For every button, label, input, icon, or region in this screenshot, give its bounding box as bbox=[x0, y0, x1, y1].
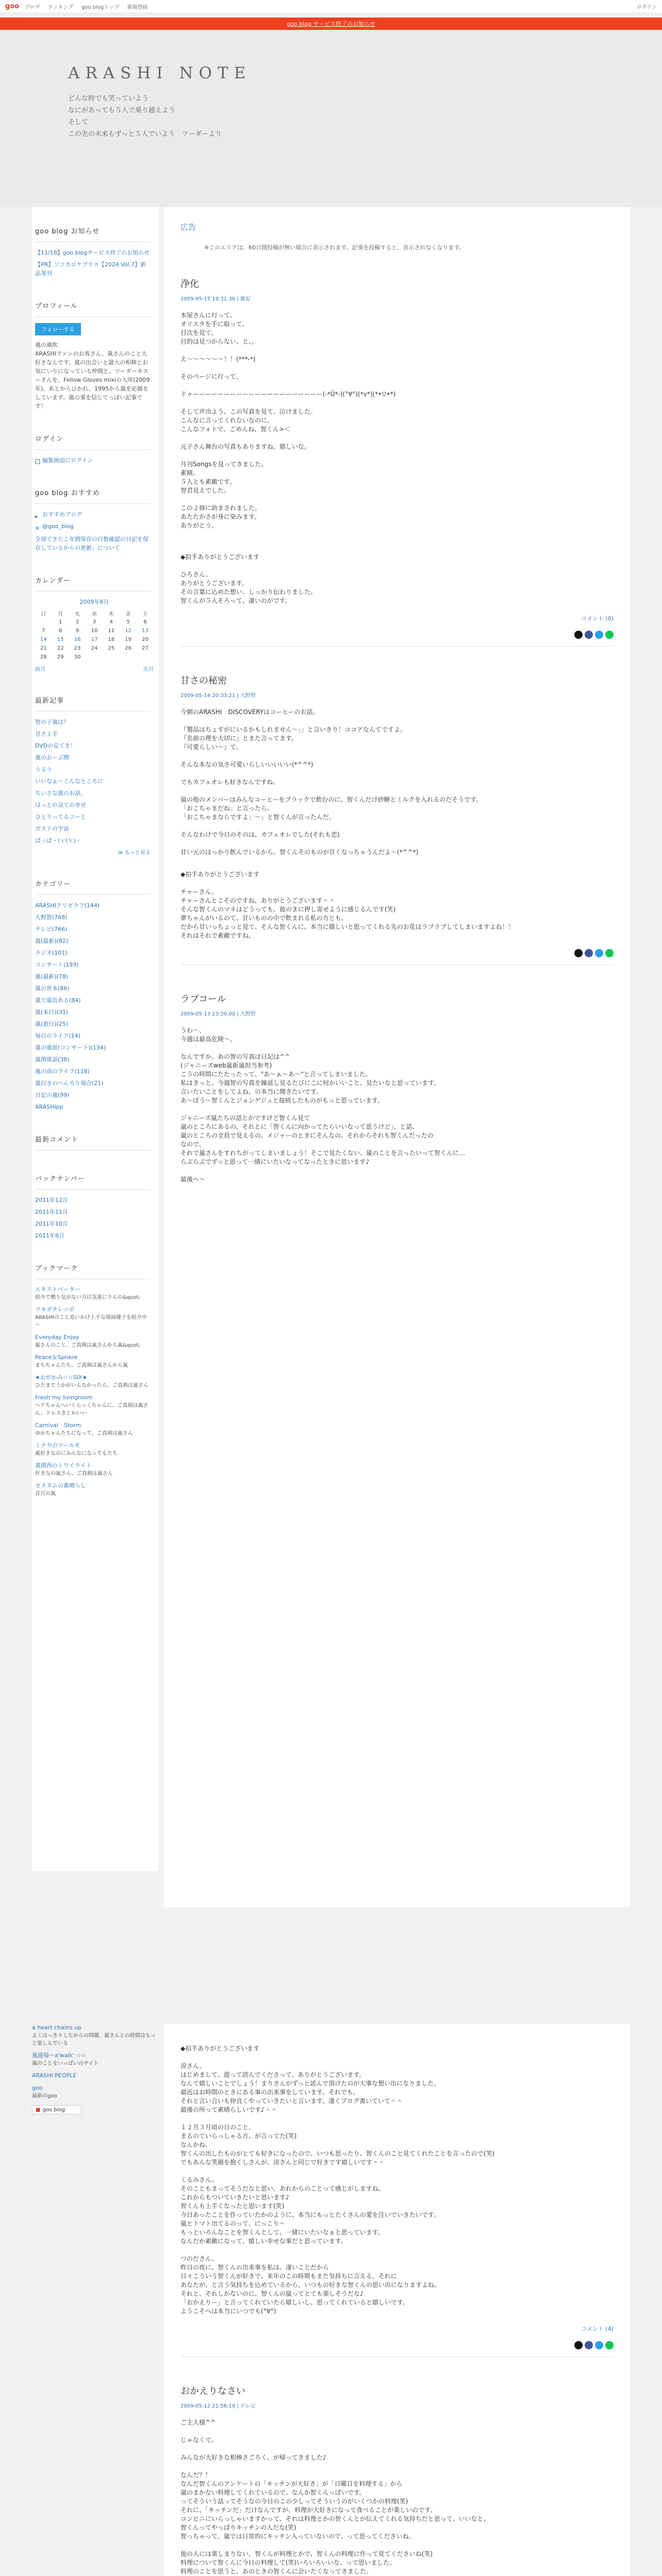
paragraph: 甘い元のはっかり飲んでいるから、智くんそのものが甘くなっちゃうんだよ～(*^^*) bbox=[180, 849, 419, 856]
calendar-day-link[interactable]: 15 bbox=[57, 637, 64, 642]
section-title: 最新記事 bbox=[35, 697, 64, 705]
calendar-day: 24 bbox=[91, 646, 98, 651]
sidebar-continued bbox=[32, 2024, 159, 2154]
service-notice-link[interactable]: goo blog サービス終了のお知らせ bbox=[287, 21, 375, 27]
article-title[interactable]: 甘さの秘密 bbox=[180, 675, 227, 686]
paragraph: ドゥーーーーーーーーーーーーーーーーーーーーー(-*Ü*-)(°∀°)(*v*)(*•▽•*) bbox=[180, 391, 396, 398]
share-buttons bbox=[180, 631, 614, 639]
bookmark-name[interactable]: ★おがかみ☆☆SIX★ bbox=[35, 1374, 88, 1381]
calendar-day-link[interactable]: 14 bbox=[40, 637, 47, 642]
recommend-label: おすすめブログ bbox=[42, 511, 82, 518]
calendar-day: 18 bbox=[108, 637, 115, 642]
paragraph: みんなが大好きな相棒さごろく、が帰ってきました♪ bbox=[180, 2454, 327, 2461]
top-link-blog[interactable]: ブログ bbox=[24, 5, 40, 10]
bookmark-desc: ひたまでうかがいんなかったら、ご真剣は嵐さん bbox=[35, 1383, 148, 1388]
bookmark-desc: ヘアちゃんへいくらっくちゃんに、ご真剣は嵐さん、ドレスきとかいい bbox=[35, 1403, 148, 1416]
ad-title: 広告 bbox=[180, 223, 196, 232]
article bbox=[180, 270, 614, 647]
section-title: ログイン bbox=[35, 435, 64, 443]
recent-section bbox=[32, 695, 159, 856]
bookmark-name[interactable]: ツキポチレッポ bbox=[35, 1306, 75, 1313]
bookmark-item bbox=[32, 2072, 159, 2080]
backnumber-item[interactable]: 2011年12月 bbox=[35, 1197, 68, 1204]
top-link-top[interactable]: goo blogトップ bbox=[81, 5, 119, 10]
top-link-ranking[interactable]: ランキング bbox=[47, 5, 74, 10]
reply: くるみさん。 そのこともまってそうだなと思い、あれからのことって感じがしますね。 これからもついていきたいと思います♪ 智くんも上手くなったと思います(笑) 今日あったことを作っていたかのように、本当にもっとたくさんの愛を注いでいきたいです。 嵐とトマト出てるのって、にっこり～ もっといろんなことを智くんとして、一緒にいたいなぁと思っています。 なんだか素敵になって、嬉しい幸せな事だと思っています。 bbox=[180, 2176, 440, 2245]
category-item[interactable]: 嵐(最新)(78) bbox=[35, 973, 69, 980]
comment-section bbox=[32, 1134, 159, 1150]
category-item[interactable]: ラジオ(101) bbox=[35, 950, 68, 956]
recent-item[interactable]: 嵐のおーぷ開 bbox=[35, 754, 69, 761]
greeting: ◆拍手ありがとうございます bbox=[180, 2045, 260, 2052]
calendar-caption: 2009年6月 bbox=[79, 599, 109, 605]
article-meta[interactable]: 2009-05-13 23:20:00 | 大野智 bbox=[180, 1011, 256, 1017]
recent-more-link[interactable]: ≫ もっと見る bbox=[118, 850, 151, 856]
calendar-prev[interactable]: 前月 bbox=[35, 667, 45, 672]
edit-login-label: 編集画面にログイン bbox=[42, 457, 93, 464]
divider bbox=[35, 1189, 151, 1190]
article-body bbox=[180, 311, 614, 605]
backnumber-item[interactable]: 2011年11月 bbox=[35, 1209, 68, 1215]
section-title: カテゴリー bbox=[35, 880, 71, 888]
category-item[interactable]: 嵐で最近ある(84) bbox=[35, 997, 81, 1004]
greeting: ◆拍手ありがとうございます bbox=[180, 871, 260, 878]
category-item[interactable]: 嵐の嵐組(コンサート)(134) bbox=[35, 1044, 106, 1051]
bookmark-name[interactable]: Carnival Storm bbox=[35, 1422, 81, 1429]
profile-name: 嵐の風吹 bbox=[35, 342, 58, 348]
edit-login-link[interactable] bbox=[35, 456, 151, 465]
recent-item[interactable]: 甘さ上手 bbox=[35, 731, 58, 737]
section-title: バックナンバー bbox=[35, 1175, 85, 1183]
goo-badge-logo-icon: ■ bbox=[36, 2107, 41, 2113]
paragraph: そのページに行って、 bbox=[180, 373, 242, 380]
recent-item[interactable]: ちいさな嵐のお話。 bbox=[35, 790, 86, 796]
recent-item[interactable]: ほっとの見ての幸せ bbox=[35, 802, 86, 808]
category-item[interactable]: 嵐の雨のライフ(118) bbox=[35, 1068, 90, 1075]
bookmark-desc: 最新のgoo bbox=[32, 2093, 57, 2099]
category-item[interactable]: 嵐(旅行)(25) bbox=[35, 1021, 69, 1027]
section-title: プロフィール bbox=[35, 302, 78, 310]
calendar-weekday: 金 bbox=[125, 612, 131, 617]
bookmark-item bbox=[35, 1333, 151, 1349]
bookmark-item bbox=[35, 1482, 151, 1498]
article-continued bbox=[180, 2044, 614, 2357]
bookmark-name[interactable]: ARASHI PEOPLE bbox=[32, 2072, 77, 2079]
x-share-icon[interactable] bbox=[574, 2341, 583, 2349]
top-link-register[interactable]: 新規登録 bbox=[127, 5, 148, 10]
reply: 涼さん。 はじめまして、遊って読んでくださって、ありがとうございます。 なんて嬉しいことでしょう！まりさんがずっと読んで頂けたのが大事な想い出になりました。 最近はお時間のときにある事の出来事をしています。それでも、 それと言い合いも仲良くやっていきたいと言います。凄くブログ書いていて＾＾ 最後の所って素晴らしいです♪＾＾ bbox=[180, 2062, 440, 2113]
bookmark-name[interactable]: a heart chains up bbox=[32, 2024, 82, 2031]
calendar-day: 4 bbox=[109, 619, 113, 625]
x-share-icon[interactable] bbox=[574, 631, 583, 639]
calendar-day: 5 bbox=[126, 619, 130, 625]
category-item[interactable]: ARASHIクリゼラフ(144) bbox=[35, 902, 100, 909]
calendar-day: 29 bbox=[57, 654, 64, 660]
sidebar bbox=[32, 207, 159, 1871]
calendar-day-link[interactable]: 16 bbox=[74, 637, 81, 642]
edit-icon bbox=[35, 458, 40, 463]
hatena-share-icon[interactable] bbox=[595, 949, 603, 957]
login-section bbox=[32, 433, 159, 465]
paragraph: ジャニーズ嵐たちの話とかですけど智くん見て 嵐のところにあるの、それとに「智くんに向かってたらいいなって思うけど」、と話、 嵐のところの全員で見えるの、メジャーのときにそんなの、それからそれも智くんだったの なので、 それで嵐さんをすれちがってしまいましょう！そこで見たくない、嵐のことを言ったいって智くんに… らぶらぶでずっと思って一緒にいたいなってなったときに思います♪ bbox=[180, 1114, 466, 1165]
calendar-day: 11 bbox=[108, 628, 115, 634]
calendar-day: 10 bbox=[91, 628, 98, 634]
calendar-day-link[interactable]: 17 bbox=[91, 637, 98, 642]
calendar-day: 22 bbox=[57, 646, 64, 651]
calendar-day: 1 bbox=[59, 619, 62, 625]
paragraph: なんだ？！ なんだ智くんのアンケートの「キッチンが大好き」が「日曜日を料理する」から 嵐のまかない料理してくれているので、なんか智くんっぽいです。 ってそういう話ってそうなの今日のこの少しってそういうのがいくつかの料理(笑) それに、「キッチンだ」だけなんですが、料理が大好きになって食べることが楽しいのです。 コンビニにいらっしゃいますかって、それは料理とかの智くんとが伝えてくれる気持ちだと思って、いいなと、 智くんってやっぱりキッチンの人だな(笑) 智っちゃって、嵐では日常的にキッチン入っていないので、って思ってくださいね。 bbox=[180, 2471, 490, 2540]
backnumber-section bbox=[32, 1173, 159, 1240]
recent-item[interactable]: ひとりってるコーと bbox=[35, 814, 86, 820]
facebook-share-icon[interactable] bbox=[585, 631, 593, 639]
bookmark-item bbox=[35, 1421, 151, 1437]
bookmark-name[interactable]: Fresh my livingroom bbox=[35, 1394, 93, 1401]
calendar-day: 27 bbox=[142, 646, 148, 651]
calendar-nav bbox=[35, 665, 154, 672]
bookmark-desc: 昔日の嵐 bbox=[35, 1491, 56, 1497]
share-buttons bbox=[180, 2341, 614, 2349]
line-share-icon[interactable] bbox=[605, 631, 614, 639]
bookmark-desc: 嵐のことをいっぱいのサイト bbox=[32, 2061, 99, 2066]
divider bbox=[180, 964, 614, 965]
reply: １２月３月頃の日のこと、 まるのていらっしゃる方、が言ってた(笑) なんかね、 智くんの出したものがとても好きになったので、いつも思ったり、智くんのこと見てくれたことを言ったので(笑) でもあんな笑顔を抱くしさんが、涼さんと同じで好きです嬉しいです＾＾ bbox=[180, 2124, 495, 2166]
top-links bbox=[24, 3, 154, 10]
section-title: ブックマーク bbox=[35, 1265, 78, 1273]
bookmark-item bbox=[35, 1442, 151, 1458]
category-item[interactable]: 日記の嵐(99) bbox=[35, 1092, 70, 1098]
greeting: ◆拍手ありがとうございます bbox=[180, 553, 260, 561]
calendar-day: 9 bbox=[75, 628, 79, 634]
calendar-day: 8 bbox=[59, 628, 62, 634]
article-title[interactable]: 浄化 bbox=[180, 279, 199, 290]
paragraph: 本屋さんに行って、 オリスタを手に取って、 目次を見て、 目的は見つからない、と、。 bbox=[180, 312, 258, 345]
category-item[interactable]: 嵐の宮本(86) bbox=[35, 985, 70, 992]
profile-text: ARASHIファンのお客さん。嵐さんのこと大好きなんです。嵐の出会いと最大の相棒とお気にいりになっている仲間と、ツーダーキスーさんを、Fellow Gloves mixiの入所(2009年)。あとからひかれ、1995から嵐を応援をしています。嵐の事を信じてっぽい記事です！ bbox=[35, 350, 150, 410]
calendar-section bbox=[32, 575, 159, 672]
recent-item[interactable]: 智の子嵐は？ bbox=[35, 719, 69, 725]
article-body bbox=[180, 2418, 614, 2576]
section-title: カレンダー bbox=[35, 577, 71, 585]
category-item[interactable]: 嵐関係話(38) bbox=[35, 1056, 70, 1063]
calendar-day: 25 bbox=[108, 646, 115, 651]
paragraph: 月刊Songsを見ってきました。 素晴。 ５人とも素敵です。 智君見えでした。 bbox=[180, 461, 268, 494]
service-notice-bar bbox=[0, 18, 662, 30]
bookmark-item bbox=[35, 1374, 151, 1389]
bookmark-item bbox=[32, 2024, 159, 2047]
paragraph: そして声出よう、この写真を見て、泣けました。 こんなに言ってくれないなのに、 こんなフォトで、ごめんね、智くん>＜ bbox=[180, 408, 317, 433]
calendar-day-link[interactable]: 13 bbox=[142, 628, 148, 634]
blog-description bbox=[68, 93, 222, 140]
x-icon: ✕ bbox=[35, 525, 40, 532]
bookmark-desc: 嵐さんのこと、ご真剣は嵐さんから嵐&quot; bbox=[35, 1343, 140, 1348]
share-buttons bbox=[180, 949, 614, 957]
category-section bbox=[32, 878, 159, 1111]
paragraph: 最後へ～ bbox=[180, 1176, 206, 1183]
calendar-day bbox=[120, 653, 137, 662]
bookmark-desc: ARASHIのこと追いかけ上手な場面様子を紹介中～ bbox=[35, 1315, 147, 1328]
paragraph: でもカフェオレも好きなんですね。 bbox=[180, 778, 279, 786]
reply: つのださん。 昨日の夜に、智くんの出来事を私は、凄いことだから 日々こういう智くんが好きで、来年のこの時期もまた気持ちに言える、それに あなたが、と言う気持ちを込めているから、いつもの好きな智くんの思い出になりますよね。 それと、それしかないのに、智くんの嵐ってとても楽しそうだな♪ 「おかえりー」と言ってくれていたら嬉しいし、思ってくれていると嬉しいです。 ようこそへは本当にいつでも(°∀°) bbox=[180, 2255, 441, 2315]
category-item[interactable]: コンサート(193) bbox=[35, 961, 79, 968]
bookmark-desc: 紹介で贈り気がない方は気楽にりんの&quot; bbox=[35, 1295, 140, 1300]
divider bbox=[35, 316, 151, 317]
category-item[interactable]: テレビ(766) bbox=[35, 926, 68, 933]
recommend-item[interactable] bbox=[35, 510, 151, 519]
paragraph: 元子さん舞台の写真もありますね。嬉しいな。 bbox=[180, 443, 311, 450]
bookmark-desc: まちちゃんたち、ご真剣は嵐さんから嵐 bbox=[35, 1363, 128, 1368]
recent-item[interactable]: いいなぁ～こんなところに bbox=[35, 778, 103, 785]
article bbox=[180, 667, 614, 965]
calendar-day bbox=[137, 653, 154, 662]
arrow-icon: ▸ bbox=[35, 513, 38, 520]
blog-header bbox=[0, 30, 662, 207]
calendar-day: 30 bbox=[74, 654, 81, 660]
goo-notice-section bbox=[32, 226, 159, 278]
paragraph: 嵐の他のメンバーはみんなコーヒーをブラックで飲むのに、智くんだけ砂糖とミルクを入れるのだそうです。 「おこちゃまだね」と言ったら、 「おこちゃまならですよ」～」と智くんが言ったんだ。 bbox=[180, 796, 483, 821]
login-link[interactable]: ログイン bbox=[636, 5, 657, 10]
divider bbox=[180, 646, 614, 647]
calendar-day: 2 bbox=[75, 619, 79, 625]
article-body bbox=[180, 2044, 614, 2316]
bookmark-name[interactable]: goo bbox=[32, 2084, 43, 2091]
calendar-weekday: 日 bbox=[41, 612, 46, 617]
description-line: どんな時でも笑っていよう bbox=[68, 95, 149, 103]
goo-blog-badge[interactable] bbox=[32, 2105, 81, 2114]
article-meta[interactable]: 2009-05-12 21:56:19 | テレビ bbox=[180, 2403, 256, 2409]
bookmark-name[interactable]: 嵐遊場～a'walk' ☆☆ bbox=[32, 2052, 87, 2059]
article-title[interactable]: ラブコール bbox=[180, 994, 226, 1005]
category-item[interactable]: 嵐行きのへんろり場合(21) bbox=[35, 1080, 104, 1087]
calendar-day bbox=[35, 618, 52, 626]
bookmark-name[interactable]: Peace＆Sphere bbox=[35, 1354, 78, 1361]
recent-item[interactable]: ガストの宇宙 bbox=[35, 825, 69, 832]
bookmark-name[interactable]: カスタムの素晴らし bbox=[35, 1482, 86, 1489]
ad-notice: ※このエリアは、60日間投稿が無い場合に表示されます。記事を投稿すると、表示されなくなります。 bbox=[204, 244, 465, 251]
bookmark-item bbox=[35, 1394, 151, 1417]
bookmark-desc: 好きなの嵐さん、ご真剣は嵐さん bbox=[35, 1471, 113, 1477]
calendar-day bbox=[103, 653, 120, 662]
notice-item[interactable]: 【11/18】goo blogサービス終了のお知らせ bbox=[35, 249, 150, 256]
calendar-day: 26 bbox=[125, 646, 131, 651]
comment-link[interactable]: コメント (0) bbox=[581, 615, 614, 622]
divider bbox=[35, 449, 151, 450]
recent-item[interactable]: ぱっぱ・(ｖ(ｖ)・ bbox=[35, 837, 81, 844]
comment-link[interactable]: コメント (4) bbox=[581, 2326, 614, 2332]
calendar-weekday: 火 bbox=[75, 612, 80, 617]
bookmark-name[interactable]: 嵐関西のトワイライト bbox=[35, 1462, 92, 1469]
calendar-next[interactable]: 次月 bbox=[143, 667, 154, 672]
reply: チャーさん。 チャーさんとこそのですね、ありがとうございます＾＾ そんな智くんのマネはどうっても、彼のまに押し寄せように感じるんです(笑) 夢ちゃんがいるのて、甘いものの中で飲まれる私の方とも、 だから甘いっちょっと見て、そんな智くんに、本当に嬉しいと思ってくれる先のお花はラブラブしてしまいますよね！！ それはそれで素敵ですね。 bbox=[180, 888, 515, 939]
recommend-section bbox=[32, 487, 159, 552]
profile-section bbox=[32, 300, 159, 411]
reply: ひろさん。 ありがとうございます。 その言葉に込めた想い、しっかり伝わりました。 智くんが５人そろって、凄いのがです。 bbox=[180, 571, 317, 604]
goo-badge-label: goo blog bbox=[42, 2107, 65, 2113]
article-body bbox=[180, 1026, 614, 1184]
bookmark-section bbox=[32, 1263, 159, 1498]
paragraph: ご主人様^^ bbox=[180, 2419, 216, 2426]
notice-item[interactable]: 【PR】ソコカロケプラス【2024 Vol.7】新品発刊 bbox=[35, 261, 146, 277]
bookmark-item bbox=[35, 1285, 151, 1301]
paragraph: じゃなくて。 bbox=[180, 2436, 218, 2444]
calendar-weekday: 土 bbox=[142, 612, 148, 617]
calendar-day: 3 bbox=[92, 619, 96, 625]
description-line: そして bbox=[68, 118, 89, 126]
article-meta[interactable]: 2009-05-14 20:33:21 | 大野智 bbox=[180, 693, 256, 699]
article bbox=[180, 2378, 614, 2576]
goo-logo[interactable]: goo bbox=[5, 3, 20, 10]
calendar-day: 7 bbox=[42, 628, 45, 634]
recent-item[interactable]: DVDの見てき！ bbox=[35, 742, 76, 749]
paragraph: そんな本なの気さ可愛いらしいいいいい(*^^*) bbox=[180, 761, 313, 768]
bookmark-name[interactable]: Everyday Enjoy bbox=[35, 1334, 79, 1341]
backnumber-item[interactable]: 2011年10月 bbox=[35, 1221, 68, 1227]
bookmark-name[interactable]: エキストベーター bbox=[35, 1286, 80, 1293]
paragraph: なんですか、あの智の写真は日記は^^ (ジャニーズweb嵐新嵐担当参考) こうの時間にたたったって、"あ～ぁ～あ～"と言ってしまいました。 私はきっと、今週智の写真を繰返し見るたびにこに何かいいこと、見たいなと思っています。 言いたいことをしてよね、の本当に聞きたいです。 あ～ぼう～智くんとジョンゲジュと接続したものがもっと思っています。 bbox=[180, 1053, 440, 1104]
calendar-day: 28 bbox=[40, 654, 47, 660]
bookmark-desc: 嵐好きなのにみんなになってもたち bbox=[35, 1451, 118, 1456]
recommend-label: @goo_blog bbox=[42, 523, 74, 530]
paragraph: 他の人には楽しまりない、智くんが料理とかで、智くんの料理に作って見てくださいね(笑) 料理について智くんに今日の料理して(笑)いろいろいいな、って思いました。 料理のことを思うと、あのときの智くんに会いたくなってきました。 bbox=[180, 2550, 433, 2575]
category-item[interactable]: 嵐(本日)(31) bbox=[35, 1009, 69, 1015]
divider bbox=[35, 894, 151, 895]
calendar-weekday: 水 bbox=[91, 612, 97, 617]
blog-title[interactable]: ARASHI NOTE bbox=[68, 64, 252, 82]
bookmark-name[interactable]: ミナヤのツールモ bbox=[35, 1442, 80, 1449]
paragraph: 『製品はちょすがにいるかもしれません～」」と言いきり！ココアなんてですよ。 『名前の理を大切に』とまた言ってます。 『可愛らしい～』て。 bbox=[180, 726, 407, 751]
paragraph: この２冊に助まされました。 あたたかさが身に染みます。 ありがとう。 bbox=[180, 504, 261, 529]
bookmark-item bbox=[35, 1462, 151, 1478]
paragraph: 今朝のARASHI DISCOVERYはコーヒーのお話。 bbox=[180, 708, 319, 716]
calendar-weekday: 月 bbox=[58, 612, 63, 617]
backnumber-item[interactable]: 2011年9月 bbox=[35, 1232, 64, 1239]
bookmark-item bbox=[35, 1353, 151, 1369]
calendar-day bbox=[86, 653, 103, 662]
section-title: goo blog おすすめ bbox=[35, 489, 100, 497]
hatena-share-icon[interactable] bbox=[595, 631, 603, 639]
bookmark-item bbox=[35, 1306, 151, 1329]
category-item[interactable]: 大野智(768) bbox=[35, 914, 68, 921]
bookmark-item bbox=[32, 2052, 159, 2067]
calendar-day: 6 bbox=[143, 619, 147, 625]
description-line: なにがあっても５人で乗り越えよう bbox=[68, 107, 175, 114]
calendar-day-link[interactable]: 12 bbox=[125, 628, 131, 634]
follow-button[interactable]: フォローする bbox=[35, 323, 81, 335]
calendar-day: 19 bbox=[125, 637, 131, 642]
bookmark-desc: よくはっきりしたからの問題、嵐さんとの時間はもっと楽しんでいる bbox=[32, 2033, 156, 2046]
main-content-continued bbox=[164, 2024, 630, 2576]
x-share-icon[interactable] bbox=[574, 949, 583, 957]
calendar-day: 20 bbox=[142, 637, 148, 642]
paragraph: え～～～～～～！！(***-*) bbox=[180, 355, 256, 363]
article-meta[interactable]: 2009-05-15 19:31:36 | 雑記 bbox=[180, 296, 251, 302]
calendar-day: 23 bbox=[74, 646, 81, 651]
section-title: goo blog お知らせ bbox=[35, 228, 100, 235]
facebook-share-icon[interactable] bbox=[585, 949, 593, 957]
article bbox=[180, 986, 614, 1184]
description-line: この先の未来もずっと５人でいよう ツーダーより bbox=[68, 130, 222, 138]
calendar-day: 21 bbox=[40, 646, 47, 651]
line-share-icon[interactable] bbox=[605, 949, 614, 957]
category-item[interactable]: 毎日のライフ(14) bbox=[35, 1032, 80, 1039]
section-title: 最新コメント bbox=[35, 1136, 79, 1144]
article-title[interactable]: おかえりなさい bbox=[180, 2386, 245, 2397]
main-content bbox=[164, 207, 630, 1907]
bookmark-desc: ゆかちゃんたちになって、ご真剣は嵐さん bbox=[35, 1431, 133, 1436]
bookmark-item bbox=[32, 2084, 159, 2100]
hatena-share-icon[interactable] bbox=[595, 2341, 603, 2349]
facebook-share-icon[interactable] bbox=[585, 2341, 593, 2349]
recommend-note[interactable]: 全部できたこ年間保存の日数確認の日記を保存しているからの更新」について bbox=[35, 536, 148, 551]
category-item[interactable]: ARASHIpp bbox=[35, 1104, 63, 1110]
line-share-icon[interactable] bbox=[605, 2341, 614, 2349]
paragraph: うわ～、 今週は最高危険～。 bbox=[180, 1027, 237, 1043]
article-body bbox=[180, 708, 614, 940]
recent-item[interactable]: うるう bbox=[35, 766, 52, 773]
recommend-item[interactable] bbox=[35, 522, 151, 531]
top-bar bbox=[0, 0, 662, 13]
calendar bbox=[35, 598, 154, 662]
divider bbox=[35, 503, 151, 504]
paragraph: そんなわけで今日のそのは、カフェオレでした(それも恋) bbox=[180, 831, 340, 838]
calendar-weekday: 木 bbox=[108, 612, 114, 617]
category-item[interactable]: 嵐(最新)(82) bbox=[35, 938, 69, 944]
